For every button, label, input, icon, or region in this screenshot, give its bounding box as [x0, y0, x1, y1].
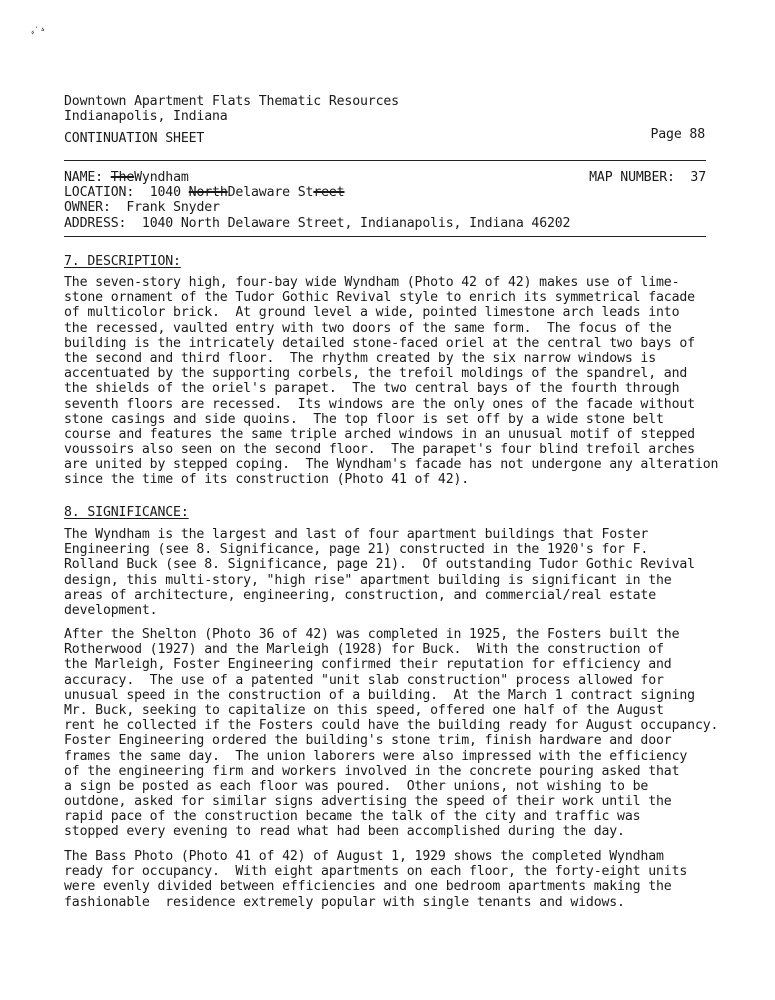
text-line: accentuated by the supporting corbels, the trefoil moldings of the spandrel, and	[64, 366, 688, 382]
text-line: seventh floors are recessed. Its windows are the only ones of the facade without	[64, 396, 695, 412]
map-number-label: MAP NUMBER:	[589, 170, 675, 185]
text-line: the second and third floor. The rhythm created by the six narrow windows is	[64, 350, 657, 366]
text-line: Mr. Buck, seeking to capitalize on this speed, offered one half of the August	[64, 702, 664, 718]
text-line: areas of architecture, engineering, construction, and commercial/real estate	[64, 587, 657, 603]
address-row	[64, 216, 706, 231]
owner-label: OWNER:	[64, 200, 111, 216]
significance-paragraph-2	[64, 627, 719, 840]
name-struck-text: The	[110, 170, 135, 185]
text-line: unusual speed in the construction of a building. At the March 1 contract signing	[64, 687, 695, 703]
text-line: fashionable residence extremely popular with single tenants and widows.	[64, 894, 625, 910]
text-line: design, this multi-story, "high rise" apartment building is significant in the	[64, 572, 672, 588]
location-number: 1040	[149, 185, 181, 201]
significance-heading: 8. SIGNIFICANCE:	[64, 505, 189, 520]
text-line: stone casings and side quoins. The top floor is set off by a wide stone belt	[64, 411, 664, 427]
location-struck-suffix: reet	[313, 185, 345, 201]
text-line: were evenly divided between efficiencies and one bedroom apartments making the	[64, 879, 672, 895]
corner-stray-marks: ⸗ˊ₄	[28, 23, 47, 39]
text-line: voussoirs also seen on the second floor. The parapet's four blind trefoil arches	[64, 442, 695, 458]
record-divider	[64, 236, 706, 237]
text-line: of the engineering firm and workers involved in the concrete pouring asked that	[64, 763, 680, 779]
text-line: the shields of the oriel's parapet. The two central bays of the fourth through	[64, 381, 680, 397]
text-line: outdone, asked for similar signs advertising the speed of their work until the	[64, 794, 672, 810]
header-resource-title: Downtown Apartment Flats Thematic Resources	[64, 94, 399, 109]
map-number-value: 37	[690, 170, 706, 185]
text-line: accuracy. The use of a patented "unit slab construction" process allowed for	[64, 672, 664, 688]
location-row	[64, 185, 706, 200]
text-line: Foster Engineering ordered the building's stone trim, finish hardware and door	[64, 733, 672, 749]
text-line: stone ornament of the Tudor Gothic Revival style to enrich its symmetrical facade	[64, 290, 695, 306]
significance-paragraph-3	[64, 849, 714, 910]
text-line: since the time of its construction (Photo 41 of 42).	[64, 472, 470, 488]
text-line: the Marleigh, Foster Engineering confirmed their reputation for efficiency and	[64, 657, 672, 673]
text-line: ready for occupancy. With eight apartments on each floor, the forty-eight units	[64, 864, 688, 880]
description-paragraph	[64, 275, 719, 488]
text-line: frames the same day. The union laborers were also impressed with the efficiency	[64, 748, 688, 764]
owner-value: Frank Snyder	[126, 200, 220, 216]
name-value: Wyndham	[134, 170, 189, 185]
document-header	[64, 94, 714, 124]
text-line: The seven-story high, four-bay wide Wyndham (Photo 42 of 42) makes use of lime-	[64, 275, 680, 290]
name-label: NAME:	[64, 170, 103, 185]
name-row	[64, 170, 706, 185]
text-line: Rolland Buck (see 8. Significance, page 21). Of outstanding Tudor Gothic Revival	[64, 557, 695, 573]
text-line: The Wyndham is the largest and last of four apartment buildings that Foster	[64, 527, 649, 542]
text-line: development.	[64, 602, 158, 618]
address-value: 1040 North Delaware Street, Indianapolis, Indiana 46202	[141, 215, 571, 231]
location-street: Delaware St	[227, 185, 314, 201]
text-line: building is the intricately detailed stone-faced oriel at the central two bays of	[64, 335, 695, 351]
text-line: Rotherwood (1927) and the Marleigh (1928) for Buck. With the construction of	[64, 642, 664, 658]
page-number: Page 88	[650, 127, 705, 142]
description-heading: 7. DESCRIPTION:	[64, 254, 181, 269]
text-line: stopped every evening to read what had been accomplished during the day.	[64, 824, 625, 840]
text-line: The Bass Photo (Photo 41 of 42) of August 1, 1929 shows the completed Wyndham	[64, 849, 664, 864]
top-divider	[64, 160, 706, 161]
owner-row	[64, 200, 706, 215]
text-line: course and features the same triple arched windows in an unusual motif of stepped	[64, 426, 695, 442]
location-label: LOCATION:	[64, 185, 135, 201]
text-line: After the Shelton (Photo 36 of 42) was completed in 1925, the Fosters built the	[64, 627, 680, 642]
text-line: the recessed, vaulted entry with two doors of the same form. The focus of the	[64, 320, 672, 336]
header-location: Indianapolis, Indiana	[64, 109, 228, 125]
location-struck-text: North	[188, 185, 228, 201]
text-line: a sign be posted as each floor was poured. Other unions, not wishing to be	[64, 778, 649, 794]
address-label: ADDRESS:	[64, 215, 127, 231]
text-line: Engineering (see 8. Significance, page 21) constructed in the 1920's for F.	[64, 542, 649, 558]
significance-paragraph-1	[64, 527, 714, 618]
text-line: are united by stepped coping. The Wyndham's facade has not undergone any alteration	[64, 457, 719, 473]
property-record	[64, 170, 706, 231]
text-line: of multicolor brick. At ground level a wide, pointed limestone arch leads into	[64, 305, 680, 321]
continuation-sheet-label: CONTINUATION SHEET	[64, 131, 205, 146]
text-line: rent he collected if the Fosters could have the building ready for August occupancy.	[64, 718, 719, 734]
text-line: rapid pace of the construction became the talk of the city and traffic was	[64, 809, 641, 825]
